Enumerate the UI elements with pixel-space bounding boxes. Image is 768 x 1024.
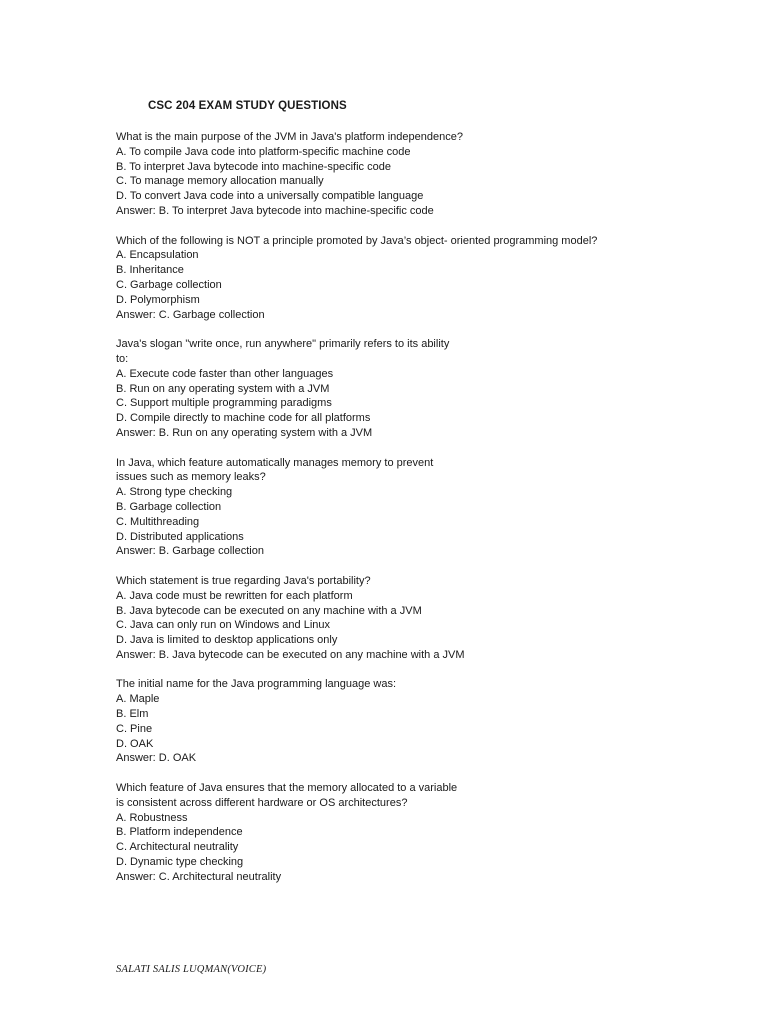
- question-3: [116, 337, 676, 441]
- answer-line: Answer: D. OAK: [116, 752, 197, 765]
- option-a: A. To compile Java code into platform-specific machine code: [116, 145, 411, 158]
- answer-line: Answer: C. Garbage collection: [116, 308, 265, 321]
- option-c: C. Architectural neutrality: [116, 841, 239, 854]
- option-a: A. Encapsulation: [116, 249, 199, 262]
- option-b: B. Platform independence: [116, 826, 243, 839]
- option-b: B. Garbage collection: [116, 500, 222, 513]
- question-stem-continued: issues such as memory leaks?: [116, 471, 266, 484]
- option-b: B. To interpret Java bytecode into machine-specific code: [116, 160, 391, 173]
- option-a: A. Strong type checking: [116, 486, 233, 499]
- question-stem-continued: to:: [116, 352, 129, 365]
- question-stem: Which of the following is NOT a principle promoted by Java’s object- oriented programming model?: [116, 234, 598, 247]
- option-d: D. To convert Java code into a universally compatible language: [116, 190, 424, 203]
- answer-line: Answer: B. To interpret Java bytecode into machine-specific code: [116, 204, 434, 217]
- document-title: CSC 204 EXAM STUDY QUESTIONS: [148, 100, 347, 112]
- question-stem: The initial name for the Java programming language was:: [116, 678, 397, 691]
- option-c: C. Java can only run on Windows and Linux: [116, 619, 331, 632]
- option-c: C. Garbage collection: [116, 278, 222, 291]
- option-a: A. Java code must be rewritten for each platform: [116, 589, 353, 602]
- question-4: [116, 456, 676, 560]
- option-d: D. Compile directly to machine code for all platforms: [116, 412, 371, 425]
- answer-line: Answer: B. Run on any operating system with a JVM: [116, 426, 373, 439]
- question-stem: Which statement is true regarding Java's portability?: [116, 574, 371, 587]
- question-stem: Java's slogan "write once, run anywhere" primarily refers to its ability: [116, 338, 450, 351]
- question-stem: Which feature of Java ensures that the memory allocated to a variable: [116, 782, 458, 795]
- option-a: A. Robustness: [116, 811, 188, 824]
- answer-line: Answer: C. Architectural neutrality: [116, 870, 282, 883]
- option-b: B. Java bytecode can be executed on any machine with a JVM: [116, 604, 422, 617]
- question-stem: In Java, which feature automatically manages memory to prevent: [116, 456, 434, 469]
- question-5: [116, 574, 676, 663]
- question-stem-continued: is consistent across different hardware or OS architectures?: [116, 796, 408, 809]
- option-a: A. Maple: [116, 693, 160, 706]
- author-footer: SALATI SALIS LUQMAN(VOICE): [116, 964, 267, 975]
- answer-line: Answer: B. Garbage collection: [116, 545, 264, 558]
- question-list: [116, 130, 676, 899]
- option-a: A. Execute code faster than other languages: [116, 367, 334, 380]
- option-d: D. Java is limited to desktop applications only: [116, 634, 338, 647]
- option-d: D. Dynamic type checking: [116, 856, 244, 869]
- question-1: [116, 130, 676, 219]
- answer-line: Answer: B. Java bytecode can be executed on any machine with a JVM: [116, 648, 465, 661]
- option-b: B. Elm: [116, 708, 149, 721]
- option-b: B. Inheritance: [116, 264, 184, 277]
- question-stem: What is the main purpose of the JVM in Java's platform independence?: [116, 131, 463, 143]
- question-2: [116, 234, 676, 323]
- option-b: B. Run on any operating system with a JVM: [116, 382, 330, 395]
- option-c: C. Support multiple programming paradigms: [116, 397, 332, 410]
- question-6: [116, 677, 676, 766]
- option-d: D. OAK: [116, 737, 154, 750]
- option-c: C. To manage memory allocation manually: [116, 175, 324, 188]
- question-7: [116, 781, 676, 885]
- option-c: C. Multithreading: [116, 515, 200, 528]
- option-d: D. Polymorphism: [116, 293, 200, 306]
- option-c: C. Pine: [116, 722, 153, 735]
- option-d: D. Distributed applications: [116, 530, 244, 543]
